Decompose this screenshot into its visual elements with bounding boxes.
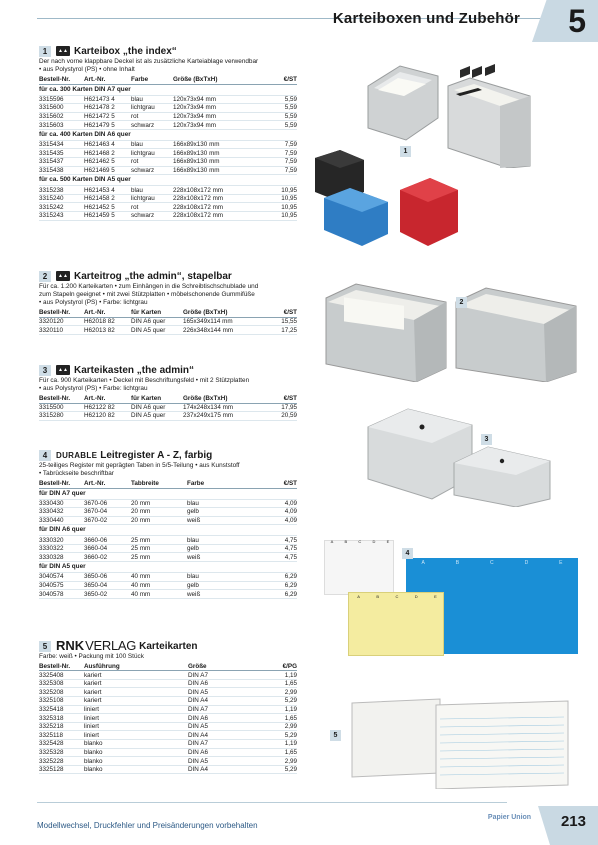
table-cell: 3650-04 <box>84 581 131 590</box>
table-cell: 3660-06 <box>84 536 131 545</box>
table-row <box>39 121 297 130</box>
section-description: Der nach vorne klappbare Deckel ist als zusätzliche Karteiablage verwendbar • aus Polystyrol (PS) • ohne Inhalt <box>39 58 259 74</box>
section-title: Karteitrog „the admin“, stapelbar <box>74 270 232 282</box>
section-karteitrog-admin <box>39 270 297 335</box>
table-row <box>39 679 297 688</box>
table-row <box>39 203 297 212</box>
table-cell: 5,29 <box>263 765 297 774</box>
table-row <box>39 536 297 545</box>
table-cell: 10,95 <box>263 186 297 195</box>
table-cell: 3330322 <box>39 544 84 553</box>
table-row <box>39 748 297 757</box>
table-cell: DIN A6 <box>188 679 263 688</box>
image-label: 2 <box>456 297 467 308</box>
table-cell: 228x108x172 mm <box>173 186 263 195</box>
section-title: Karteibox „the index“ <box>74 45 177 57</box>
table-cell: 3315434 <box>39 140 84 149</box>
section-number-badge: 5 <box>39 641 51 652</box>
section-karteikasten-admin <box>39 364 297 421</box>
register-tab-letter: A <box>357 594 360 599</box>
table-row <box>39 317 297 326</box>
table-cell: 3315280 <box>39 412 84 421</box>
table-cell: H62122 82 <box>84 403 131 412</box>
section-karteibox-index <box>39 45 297 221</box>
table-cell: 40 mm <box>131 573 187 582</box>
durable-logo: DURABLE <box>56 450 98 460</box>
table-cell: H621469 5 <box>84 166 131 175</box>
register-tab-letter: E <box>386 539 390 544</box>
product-image-karteikarten <box>350 697 572 789</box>
section-number-badge: 1 <box>39 46 51 57</box>
table-cell: 4,09 <box>263 508 297 517</box>
table-cell: DIN A6 <box>188 748 263 757</box>
table-cell: 3320110 <box>39 326 84 335</box>
table-cell: 15,55 <box>263 317 297 326</box>
table-cell: 166x89x130 mm <box>173 149 263 158</box>
section-description: Für ca. 900 Karteikarten • Deckel mit Beschriftungsfeld • mit 2 Stützplatten • aus Polystyrol (PS) • Farbe: lichtgrau <box>39 377 250 393</box>
table-cell: 166x89x130 mm <box>173 166 263 175</box>
table-cell: 3040575 <box>39 581 84 590</box>
section-heading <box>39 364 297 376</box>
table-cell: 3315596 <box>39 95 84 104</box>
table-cell: rot <box>131 112 173 121</box>
table-cell: DIN A5 quer <box>131 326 183 335</box>
table-cell: 17,95 <box>263 403 297 412</box>
table-cell: 6,29 <box>263 581 297 590</box>
table-cell: weiß <box>187 590 263 599</box>
table-row <box>39 581 297 590</box>
image-label: 4 <box>402 548 413 559</box>
table-cell: 228x108x172 mm <box>173 203 263 212</box>
table-cell: lichtgrau <box>131 194 173 203</box>
table-cell: 1,19 <box>263 671 297 680</box>
table-cell: 3315603 <box>39 121 84 130</box>
table-cell: 5,59 <box>263 95 297 104</box>
table-cell: DIN A4 <box>188 765 263 774</box>
table-row <box>39 765 297 774</box>
table-row <box>39 412 297 421</box>
table-cell: gelb <box>187 581 263 590</box>
table-cell: 2,99 <box>263 722 297 731</box>
table-row <box>39 403 297 412</box>
table-cell: H62018 82 <box>84 317 131 326</box>
table-cell: 3325328 <box>39 748 84 757</box>
table-cell: blanko <box>84 757 188 766</box>
table-cell: 228x108x172 mm <box>173 194 263 203</box>
table-cell: 3330432 <box>39 508 84 517</box>
table-cell: H621478 2 <box>84 104 131 113</box>
table-cell: 3330440 <box>39 516 84 525</box>
table-cell: liniert <box>84 731 188 740</box>
table-row <box>39 186 297 195</box>
table-header-row: Bestell-Nr. Ausführung Größe €/PG <box>39 662 297 670</box>
table-cell: 4,09 <box>263 516 297 525</box>
register-tab-letter: A <box>330 539 334 544</box>
section-description: Für ca. 1.200 Karteikarten • zum Einhängen in die Schreibtischschublade und zum Stapeln geeignet • mit zwei Stützplatten • möbelschonende Gummifüße • aus Polystyrol (PS) • Farbe: lichtgrau <box>39 283 259 307</box>
footer-note: Modellwechsel, Druckfehler und Preisänderungen vorbehalten <box>37 821 258 830</box>
table-row <box>39 590 297 599</box>
table-cell: 10,95 <box>263 212 297 221</box>
table-cell: H621479 5 <box>84 121 131 130</box>
table-row <box>39 757 297 766</box>
table-cell: blau <box>131 186 173 195</box>
table-cell: 3315500 <box>39 403 84 412</box>
register-tab-letter: C <box>490 560 494 566</box>
table-cell: 2,99 <box>263 757 297 766</box>
section-karteikarten <box>39 640 297 774</box>
table-cell: H62013 82 <box>84 326 131 335</box>
table-row <box>39 212 297 221</box>
table-row <box>39 140 297 149</box>
group-label: für ca. 500 Karten DIN A5 quer <box>39 175 297 186</box>
table-cell: 4,75 <box>263 553 297 562</box>
table-cell: 25 mm <box>131 553 187 562</box>
table-cell: blau <box>187 499 263 508</box>
table-row <box>39 705 297 714</box>
table-cell: lichtgrau <box>131 104 173 113</box>
table-cell: 120x73x94 mm <box>173 104 263 113</box>
table-row <box>39 149 297 158</box>
table-cell: rot <box>131 203 173 212</box>
section-heading <box>39 449 297 461</box>
table-row <box>39 544 297 553</box>
table-cell: 40 mm <box>131 581 187 590</box>
table-cell: 5,29 <box>263 731 297 740</box>
section-heading <box>39 270 297 282</box>
section-number-badge: 2 <box>39 271 51 282</box>
table-cell: 120x73x94 mm <box>173 95 263 104</box>
table-group-row <box>39 525 297 536</box>
table-cell: 3325428 <box>39 740 84 749</box>
table-cell: 2,99 <box>263 688 297 697</box>
table-cell: 3325118 <box>39 731 84 740</box>
table-cell: H62120 82 <box>84 412 131 421</box>
table-cell: 3325418 <box>39 705 84 714</box>
group-label: für DIN A5 quer <box>39 562 297 573</box>
table-cell: 3325308 <box>39 679 84 688</box>
table-cell: 7,59 <box>263 166 297 175</box>
group-label: für DIN A7 quer <box>39 488 297 499</box>
table-group-row <box>39 84 297 95</box>
table-cell: liniert <box>84 722 188 731</box>
product-table <box>39 75 297 220</box>
table-cell: H621458 2 <box>84 194 131 203</box>
table-cell: 3670-02 <box>84 516 131 525</box>
table-group-row <box>39 488 297 499</box>
product-table <box>39 309 297 335</box>
product-image-karteitrog-1 <box>320 272 450 382</box>
table-cell: 3315602 <box>39 112 84 121</box>
register-tab-letter: B <box>455 560 460 566</box>
table-cell: 7,59 <box>263 149 297 158</box>
table-group-row <box>39 562 297 573</box>
register-tab-letter: C <box>358 539 362 544</box>
register-tab-letter: E <box>434 594 437 599</box>
table-cell: 3650-02 <box>84 590 131 599</box>
table-cell: DIN A6 quer <box>131 317 183 326</box>
table-cell: 17,25 <box>263 326 297 335</box>
table-cell: H621459 5 <box>84 212 131 221</box>
table-cell: 3330320 <box>39 536 84 545</box>
table-row <box>39 112 297 121</box>
register-tab-letter: B <box>376 594 379 599</box>
table-header-row: Bestell-Nr. Art.-Nr. für Karten Größe (BxTxH) €/ST <box>39 309 297 317</box>
table-cell: 3040574 <box>39 573 84 582</box>
table-cell: H621472 5 <box>84 112 131 121</box>
table-cell: 20,59 <box>263 412 297 421</box>
table-cell: weiß <box>187 516 263 525</box>
table-cell: 7,59 <box>263 158 297 167</box>
section-number-badge: 3 <box>39 365 51 376</box>
table-cell: 3325108 <box>39 697 84 706</box>
table-cell: 3315243 <box>39 212 84 221</box>
table-cell: 3315242 <box>39 203 84 212</box>
section-number-badge: 4 <box>39 450 51 461</box>
table-cell: 3325408 <box>39 671 84 680</box>
table-cell: kariert <box>84 697 188 706</box>
table-cell: 1,65 <box>263 748 297 757</box>
table-cell: kariert <box>84 688 188 697</box>
table-cell: 3315600 <box>39 104 84 113</box>
section-title: Leitregister A - Z, farbig <box>100 449 213 461</box>
table-cell: H621452 5 <box>84 203 131 212</box>
table-row <box>39 731 297 740</box>
table-cell: 226x348x144 mm <box>183 326 263 335</box>
table-cell: 1,19 <box>263 705 297 714</box>
table-cell: 3330328 <box>39 553 84 562</box>
table-cell: 4,09 <box>263 499 297 508</box>
table-cell: 166x89x130 mm <box>173 140 263 149</box>
table-cell: H621462 5 <box>84 158 131 167</box>
table-cell: gelb <box>187 544 263 553</box>
papier-union-logo: Papier Union <box>487 814 532 821</box>
table-cell: DIN A6 <box>188 714 263 723</box>
table-row <box>39 740 297 749</box>
rnk-verlag-logo: VERLAG <box>85 638 137 653</box>
table-row <box>39 166 297 175</box>
table-cell: DIN A4 <box>188 731 263 740</box>
table-header-row: Bestell-Nr. Art.-Nr. Farbe Größe (BxTxH) €/ST <box>39 75 297 83</box>
table-cell: 1,65 <box>263 714 297 723</box>
table-cell: 5,59 <box>263 121 297 130</box>
table-cell: 10,95 <box>263 194 297 203</box>
table-cell: schwarz <box>131 121 173 130</box>
table-cell: gelb <box>187 508 263 517</box>
table-cell: 3325128 <box>39 765 84 774</box>
table-cell: 20 mm <box>131 508 187 517</box>
table-cell: 1,19 <box>263 740 297 749</box>
table-cell: 3660-02 <box>84 553 131 562</box>
table-cell: blanko <box>84 748 188 757</box>
register-tab-letter: D <box>372 539 376 544</box>
table-cell: 3315438 <box>39 166 84 175</box>
table-cell: 174x248x134 mm <box>183 403 263 412</box>
table-cell: 228x108x172 mm <box>173 212 263 221</box>
table-cell: 6,29 <box>263 573 297 582</box>
table-cell: 3670-06 <box>84 499 131 508</box>
product-image-karteikasten <box>364 407 564 507</box>
rnk-logo: RNK <box>56 638 85 653</box>
table-group-row <box>39 129 297 140</box>
table-row <box>39 671 297 680</box>
page-header <box>0 0 598 42</box>
image-label: 5 <box>330 730 341 741</box>
table-row <box>39 697 297 706</box>
table-cell: 25 mm <box>131 544 187 553</box>
table-cell: DIN A5 quer <box>131 412 183 421</box>
table-cell: 120x73x94 mm <box>173 121 263 130</box>
table-row <box>39 95 297 104</box>
table-cell: 3325318 <box>39 714 84 723</box>
table-cell: kariert <box>84 679 188 688</box>
table-row <box>39 194 297 203</box>
table-cell: 237x249x175 mm <box>183 412 263 421</box>
table-cell: 40 mm <box>131 590 187 599</box>
table-cell: 20 mm <box>131 516 187 525</box>
table-cell: lichtgrau <box>131 149 173 158</box>
table-cell: rot <box>131 158 173 167</box>
footer-rule <box>37 802 507 803</box>
section-title: Karteikarten <box>139 640 198 652</box>
table-cell: 3315238 <box>39 186 84 195</box>
table-cell: 10,95 <box>263 203 297 212</box>
table-cell: blanko <box>84 740 188 749</box>
table-cell: 3670-04 <box>84 508 131 517</box>
table-cell: 6,29 <box>263 590 297 599</box>
page-title: Karteiboxen und Zubehör <box>332 10 520 27</box>
table-cell: H621473 4 <box>84 95 131 104</box>
table-cell: DIN A7 <box>188 740 263 749</box>
table-cell: 3325218 <box>39 722 84 731</box>
table-row <box>39 158 297 167</box>
table-row <box>39 104 297 113</box>
table-cell: 4,75 <box>263 536 297 545</box>
group-label: für DIN A6 quer <box>39 525 297 536</box>
image-label: 3 <box>481 434 492 445</box>
table-cell: DIN A5 <box>188 688 263 697</box>
table-row <box>39 516 297 525</box>
table-cell: 7,59 <box>263 140 297 149</box>
product-image-register-white <box>324 540 394 595</box>
table-cell: 120x73x94 mm <box>173 112 263 121</box>
register-tab-letter: D <box>524 560 529 566</box>
register-tab-letter: C <box>395 594 399 599</box>
group-label: für ca. 300 Karten DIN A7 quer <box>39 84 297 95</box>
table-cell: schwarz <box>131 212 173 221</box>
table-cell: DIN A5 <box>188 722 263 731</box>
table-row <box>39 326 297 335</box>
table-cell: kariert <box>84 671 188 680</box>
table-header-row: Bestell-Nr. Art.-Nr. Tabbreite Farbe €/ST <box>39 479 297 487</box>
table-cell: DIN A6 quer <box>131 403 183 412</box>
table-cell: 5,29 <box>263 697 297 706</box>
section-title: Karteikasten „the admin“ <box>74 364 195 376</box>
table-cell: 4,75 <box>263 544 297 553</box>
table-cell: 5,59 <box>263 104 297 113</box>
table-row <box>39 499 297 508</box>
table-cell: 3330430 <box>39 499 84 508</box>
table-cell: DIN A7 <box>188 671 263 680</box>
table-cell: H621468 2 <box>84 149 131 158</box>
section-description: Farbe: weiß • Packung mit 100 Stück <box>39 653 144 660</box>
table-cell: H621463 4 <box>84 140 131 149</box>
table-cell: H621453 4 <box>84 186 131 195</box>
product-table <box>39 394 297 420</box>
table-cell: DIN A4 <box>188 697 263 706</box>
image-label: 1 <box>400 146 411 157</box>
table-cell: schwarz <box>131 166 173 175</box>
register-tab-letter: A <box>421 560 425 566</box>
table-cell: 3325208 <box>39 688 84 697</box>
chapter-tab <box>532 0 598 42</box>
product-image-karteitrog-2 <box>450 272 580 382</box>
product-image-index-boxes-colored <box>310 150 470 252</box>
product-table <box>39 662 297 774</box>
register-tab-letter: D <box>414 594 418 599</box>
table-row <box>39 722 297 731</box>
register-tab-letter: E <box>559 560 563 566</box>
table-cell: 3660-04 <box>84 544 131 553</box>
section-description: 25-teiliges Register mit geprägten Taben in 5/5-Teilung • aus Kunststoff • Tabrückseite beschriftbar <box>39 462 240 478</box>
table-group-row <box>39 175 297 186</box>
table-cell: 20 mm <box>131 499 187 508</box>
table-cell: 25 mm <box>131 536 187 545</box>
table-cell: 3315437 <box>39 158 84 167</box>
table-cell: 3315240 <box>39 194 84 203</box>
table-cell: 5,59 <box>263 112 297 121</box>
section-heading <box>39 640 297 652</box>
brand-logo-icon: ▲▲ <box>56 365 70 375</box>
table-row <box>39 714 297 723</box>
product-table <box>39 479 297 598</box>
table-cell: 3315435 <box>39 149 84 158</box>
table-cell: liniert <box>84 714 188 723</box>
table-cell: blanko <box>84 765 188 774</box>
section-leitregister <box>39 449 297 599</box>
brand-logo-icon: ▲▲ <box>56 271 70 281</box>
table-row <box>39 573 297 582</box>
section-heading <box>39 45 297 57</box>
table-cell: 166x89x130 mm <box>173 158 263 167</box>
table-row <box>39 508 297 517</box>
brand-logo-icon: ▲▲ <box>56 46 70 56</box>
page-number: 213 <box>560 813 586 830</box>
table-cell: DIN A5 <box>188 757 263 766</box>
group-label: für ca. 400 Karten DIN A6 quer <box>39 129 297 140</box>
table-cell: liniert <box>84 705 188 714</box>
table-header-row: Bestell-Nr. Art.-Nr. für Karten Größe (BxTxH) €/ST <box>39 394 297 402</box>
table-row <box>39 553 297 562</box>
table-cell: 3650-06 <box>84 573 131 582</box>
table-cell: 1,65 <box>263 679 297 688</box>
table-cell: 165x349x114 mm <box>183 317 263 326</box>
table-cell: 3320120 <box>39 317 84 326</box>
table-cell: 3325228 <box>39 757 84 766</box>
table-cell: blau <box>131 95 173 104</box>
table-cell: blau <box>187 536 263 545</box>
table-cell: weiß <box>187 553 263 562</box>
table-cell: DIN A7 <box>188 705 263 714</box>
chapter-number: 5 <box>568 3 586 39</box>
table-cell: blau <box>131 140 173 149</box>
table-row <box>39 688 297 697</box>
table-cell: 3040578 <box>39 590 84 599</box>
table-cell: blau <box>187 573 263 582</box>
product-image-register-yellow <box>348 592 444 656</box>
register-tab-letter: B <box>344 539 348 544</box>
